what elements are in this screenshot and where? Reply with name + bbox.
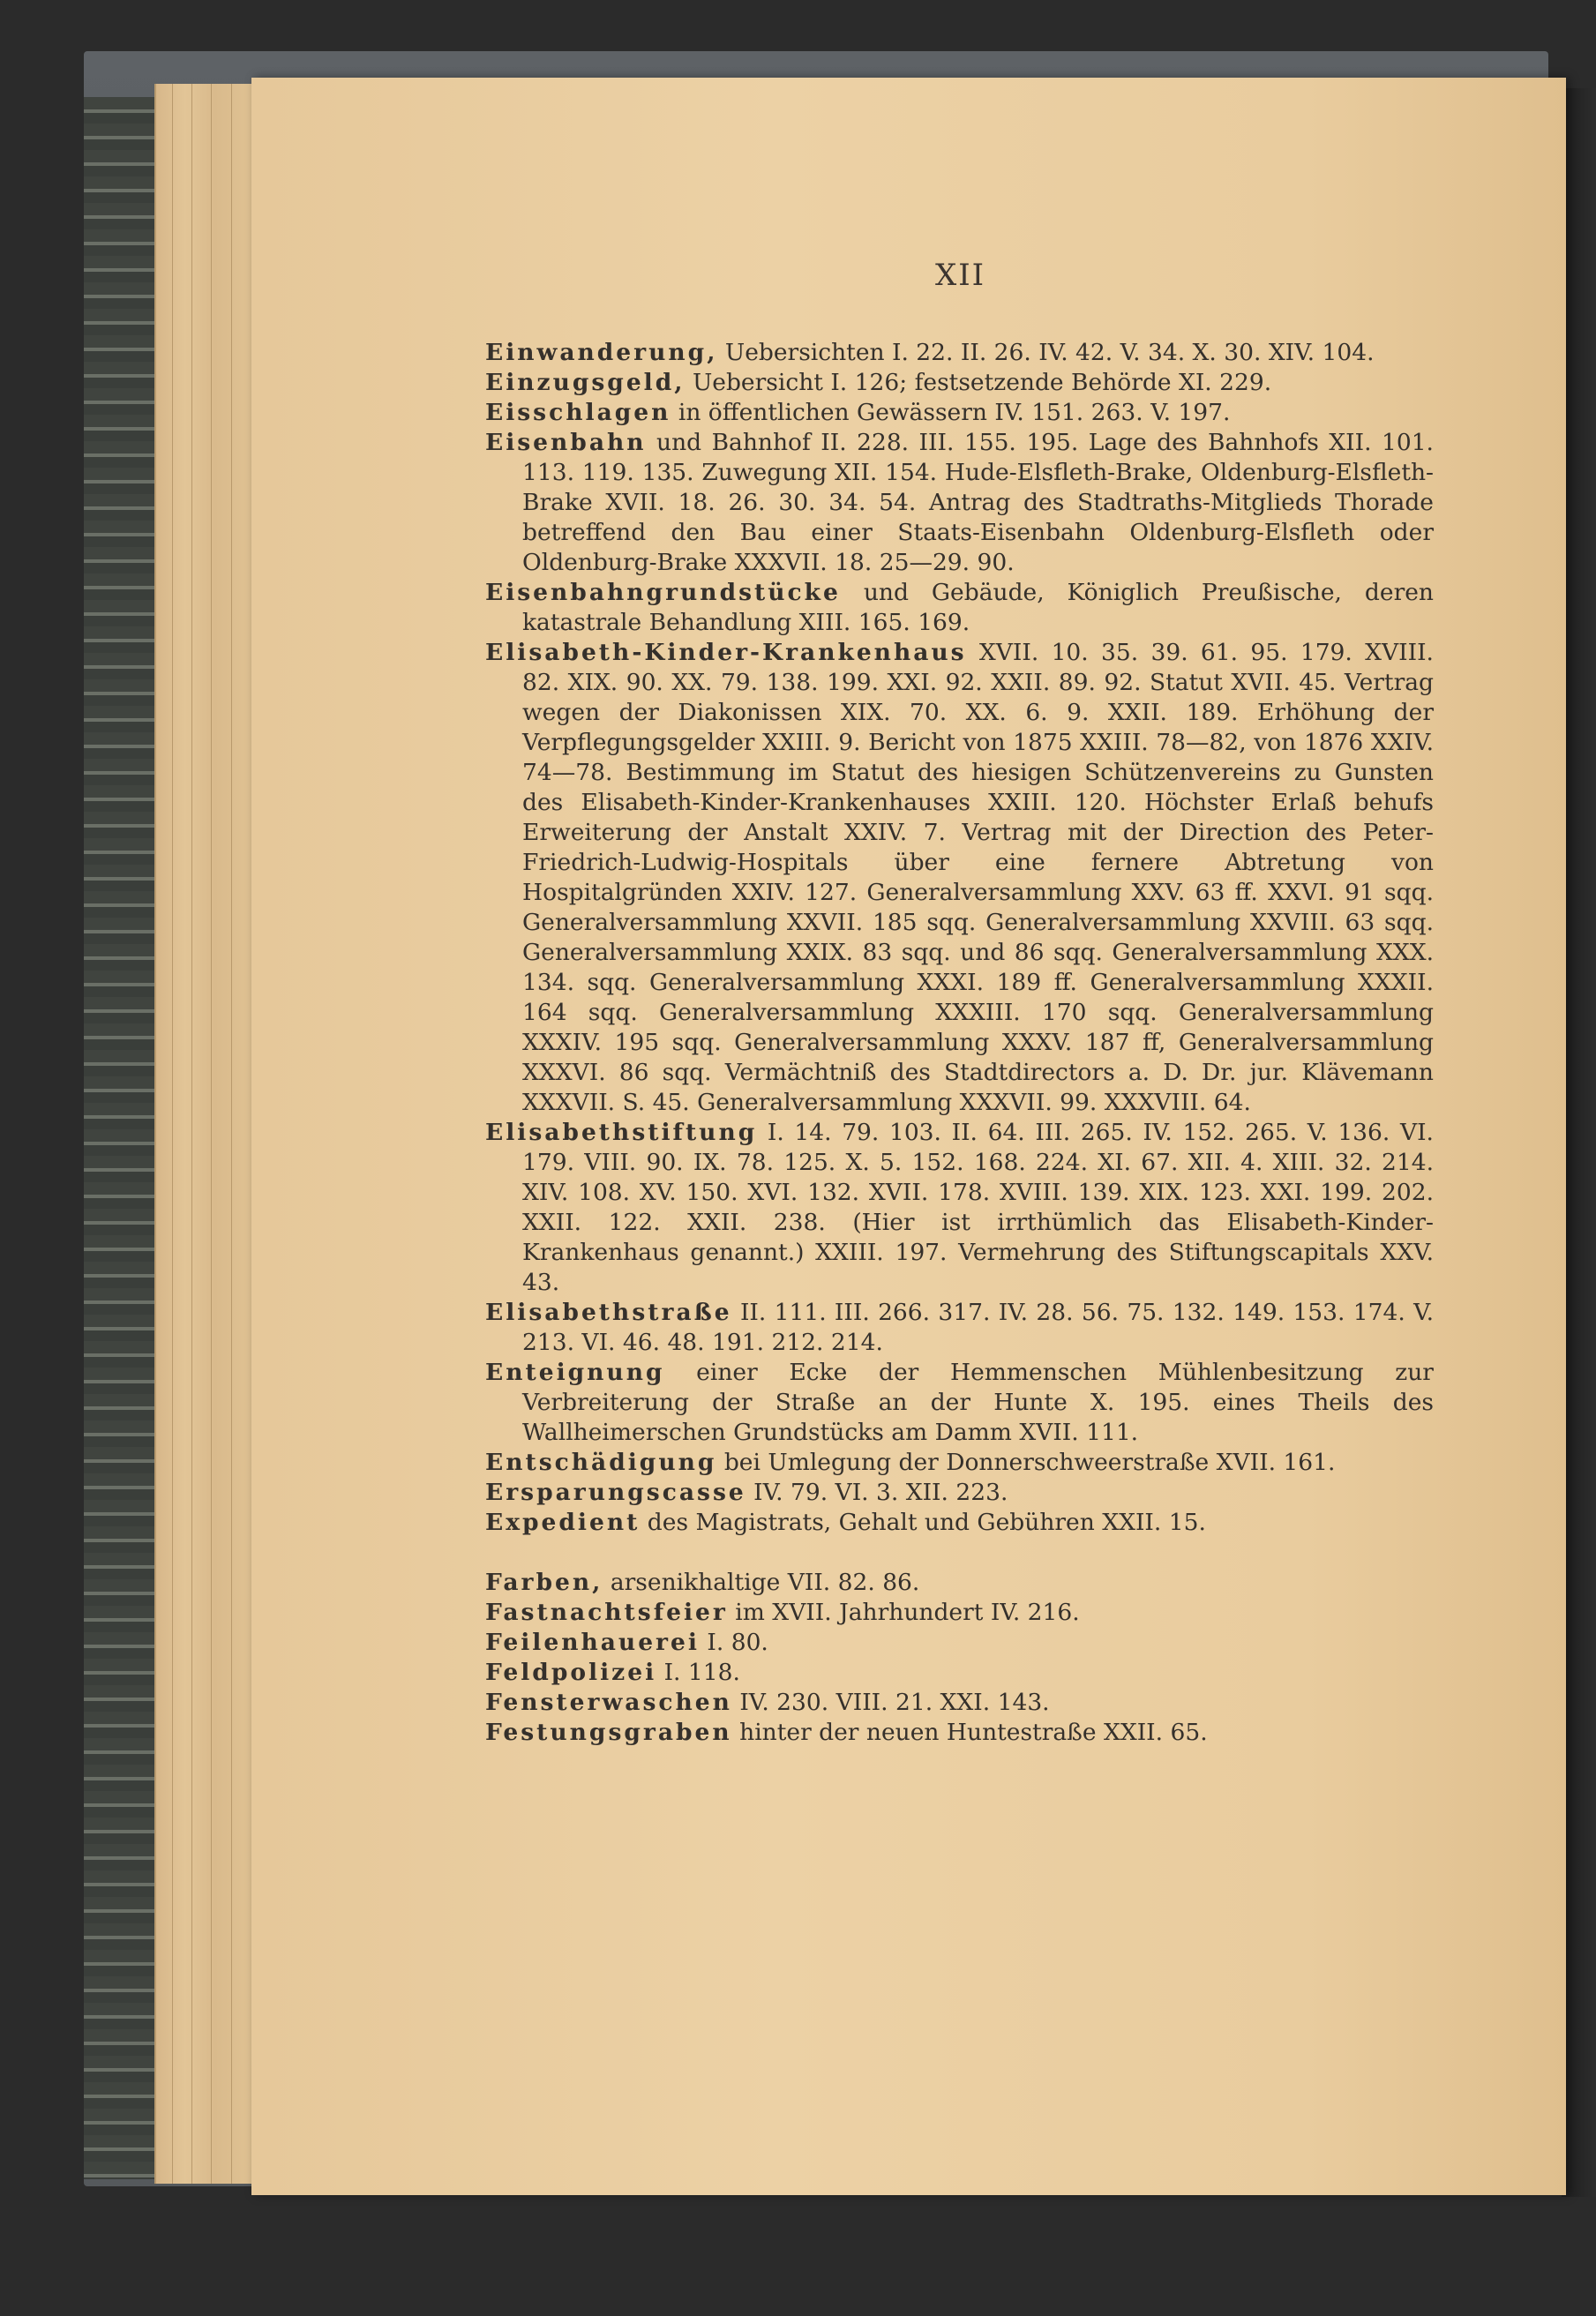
index-entry: [485, 638, 1434, 1118]
entry-headword: Eisenbahn: [485, 429, 647, 456]
entry-body: II. 111. III. 266. 317. IV. 28. 56. 75. 132. 149. 153. 174. V. 213. VI. 46. 48. 191. 212. 214.: [522, 1299, 1434, 1356]
index-entry: [485, 338, 1434, 368]
entry-headword: Expedient: [485, 1509, 641, 1536]
index-entry: [485, 1358, 1434, 1448]
entry-headword: Elisabethstiftung: [485, 1119, 758, 1146]
entry-headword: Elisabeth-Kinder-Krankenhaus: [485, 639, 967, 666]
entry-body: und Gebäude, Königlich Preußische, deren katastrale Behandlung XIII. 165. 169.: [522, 579, 1434, 636]
index-entry: [485, 578, 1434, 638]
entry-body: einer Ecke der Hemmenschen Mühlenbesitzung zur Verbreiterung der Straße an der Hunte X. 195. eines Theils des Wallheimerschen Grundstücks am Damm XVII. 111.: [522, 1359, 1434, 1446]
index-entry: [485, 1568, 1434, 1598]
page-stack-edge: [154, 84, 253, 2184]
entry-headword: Fensterwaschen: [485, 1689, 732, 1716]
entry-body: des Magistrats, Gehalt und Gebühren XXII. 15.: [647, 1509, 1206, 1536]
index-entry: [485, 1658, 1434, 1688]
entry-headword: Eisenbahngrundstücke: [485, 579, 841, 606]
entry-headword: Entschädigung: [485, 1449, 717, 1476]
entry-body: Uebersicht I. 126; festsetzende Behörde XI. 229.: [692, 369, 1272, 396]
index-entry: [485, 1718, 1434, 1748]
entry-body: I. 80.: [707, 1629, 768, 1656]
index-entry: [485, 398, 1434, 428]
entry-headword: Einwanderung,: [485, 339, 718, 366]
book-spine: [84, 97, 154, 2179]
entry-body: XVII. 10. 35. 39. 61. 95. 179. XVIII. 82. XIX. 90. XX. 79. 138. 199. XXI. 92. XXII. 89. 92. Statut XVII. 45. Vertrag wegen der Diakonissen XIX. 70. XX. 6. 9. XXII. 189. Erhöhung der Verpflegungsgelder XXIII. 9. Bericht von 1875 XXIII. 78—82, von 1876 XXIV. 74—78. Bestimmung im Statut des hiesigen Schützenvereins zu Gunsten des Elisabeth-Kinder-Krankenhauses XXIII. 120. Höchster Erlaß behufs Erweiterung der Anstalt XXIV. 7. Vertrag mit der Direction des Peter-Friedrich-Ludwig-Hospitals über eine fernere Abtretung von Hospitalgründen XXIV. 127. Generalversammlung XXV. 63 ff. XXVI. 91 sqq. Generalversammlung XXVII. 185 sqq. Generalversammlung XXVIII. 63 sqq. Generalversammlung XXIX. 83 sqq. und 86 sqq. Generalversammlung XXX. 134. sqq. Generalversammlung XXXI. 189 ff. Generalversammlung XXXII. 164 sqq. Generalversammlung XXXIII. 170 sqq. Generalversammlung XXXIV. 195 sqq. Generalversammlung XXXV. 187 ff, Generalversammlung XXXVI. 86 sqq. Vermächtniß des Stadtdirectors a. D. Dr. jur. Klävemann XXXVII. S. 45. Generalversammlung XXXVII. 99. XXXVIII. 64.: [522, 639, 1434, 1116]
page-number: XII: [935, 258, 986, 293]
index-entry: [485, 1598, 1434, 1628]
entry-body: I. 118.: [663, 1659, 740, 1686]
entry-headword: Farben,: [485, 1569, 603, 1596]
entry-body: arsenikhaltige VII. 82. 86.: [610, 1569, 920, 1596]
entry-headword: Feilenhauerei: [485, 1629, 700, 1656]
entry-headword: Einzugsgeld,: [485, 369, 686, 396]
entry-headword: Elisabethstraße: [485, 1299, 732, 1326]
index-entry: [485, 1628, 1434, 1658]
right-background: [1562, 88, 1596, 2197]
entry-body: IV. 230. VIII. 21. XXI. 143.: [739, 1689, 1050, 1716]
index-entry: [485, 428, 1434, 578]
entry-body: bei Umlegung der Donnerschweerstraße XVII. 161.: [723, 1449, 1336, 1476]
entry-body: hinter der neuen Huntestraße XXII. 65.: [739, 1719, 1208, 1746]
entry-body: IV. 79. VI. 3. XII. 223.: [753, 1479, 1008, 1506]
entry-headword: Festungsgraben: [485, 1719, 732, 1746]
entry-headword: Enteignung: [485, 1359, 665, 1386]
index-entries: [485, 338, 1434, 1748]
entry-body: I. 14. 79. 103. II. 64. III. 265. IV. 152. 265. V. 136. VI. 179. VIII. 90. IX. 78. 125. X. 5. 152. 168. 224. XI. 67. XII. 4. XIII. 32. 214. XIV. 108. XV. 150. XVI. 132. XVII. 178. XVIII. 139. XIX. 123. XXI. 199. 202. XXII. 122. XXII. 238. (Hier ist irrthümlich das Elisabeth-Kinder-Krankenhaus genannt.) XXIII. 197. Vermehrung des Stiftungscapitals XXV. 43.: [522, 1119, 1434, 1296]
entry-headword: Ersparungscasse: [485, 1479, 746, 1506]
index-entry: [485, 1118, 1434, 1298]
index-entry: [485, 1508, 1434, 1538]
entry-headword: Eisschlagen: [485, 399, 671, 426]
entry-body: und Bahnhof II. 228. III. 155. 195. Lage des Bahnhofs XII. 101. 113. 119. 135. Zuwegung XII. 154. Hude-Elsfleth-Brake, Oldenburg-Elsfleth-Brake XVII. 18. 26. 30. 34. 54. Antrag des Stadtraths-Mitglieds Thorade betreffend den Bau einer Staats-Eisenbahn Oldenburg-Elsfleth oder Oldenburg-Brake XXXVII. 18. 25—29. 90.: [522, 429, 1434, 576]
index-entry: [485, 1688, 1434, 1718]
entry-body: in öffentlichen Gewässern IV. 151. 263. V. 197.: [678, 399, 1231, 426]
index-entry: [485, 1478, 1434, 1508]
index-entry: [485, 368, 1434, 398]
entry-body: im XVII. Jahrhundert IV. 216.: [735, 1599, 1080, 1626]
entry-headword: Fastnachtsfeier: [485, 1599, 728, 1626]
index-entry: [485, 1448, 1434, 1478]
entry-headword: Feldpolizei: [485, 1659, 657, 1686]
index-entry: [485, 1298, 1434, 1358]
entry-body: Uebersichten I. 22. II. 26. IV. 42. V. 34. X. 30. XIV. 104.: [724, 339, 1375, 366]
